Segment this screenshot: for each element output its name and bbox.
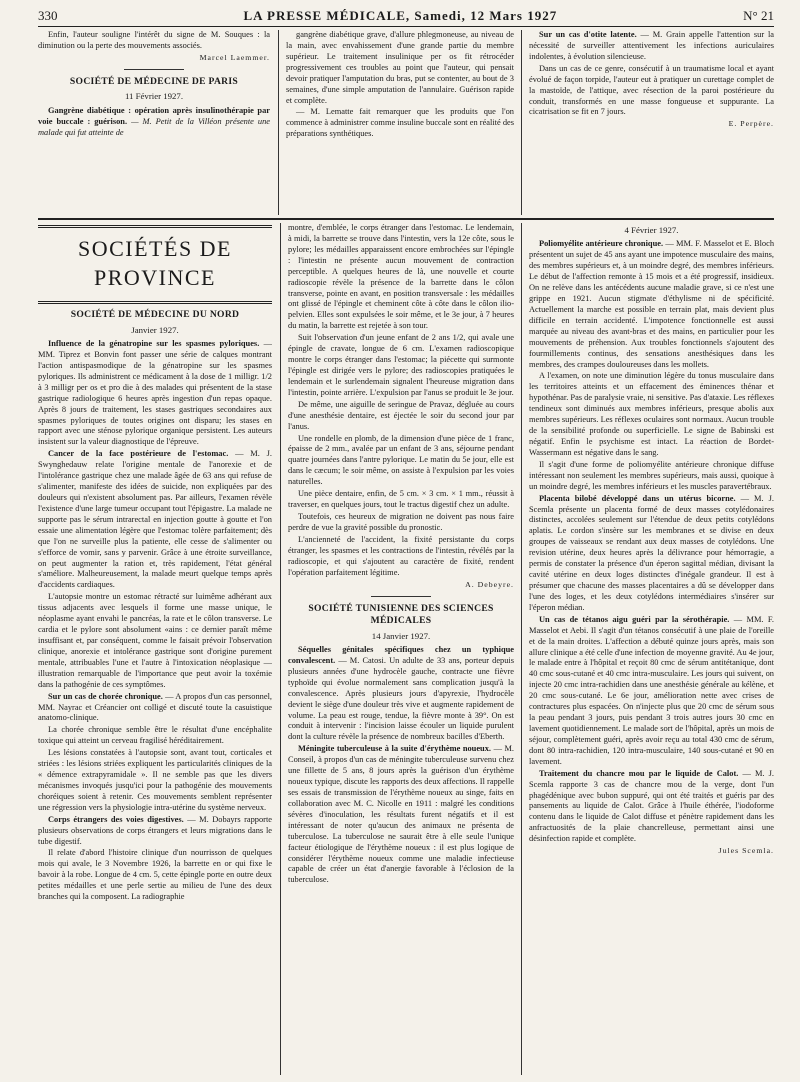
article-body: — M. Dobayrs rapporte plusieurs observations de corps étrangers et leurs migrations dans le tube digestif. [38,814,272,846]
author-signature: Jules Scemla. [718,846,774,856]
section-date: 14 Janvier 1927. [371,630,431,641]
article-body: — M. Conseil, à propos d'un cas de méningite tuberculeuse survenu chez une fillette de 5 ans, 8 jours après la guérison d'un érythème noueux typique, discute les rapports des deux affections. Il rappelle ses essais de transmission de l'érythème noueux au singe, faits en collaboration avec M. C. Nicolle en 1911 : malgré les conditions sévères d'inoculation, les résultats furent négatifs et il est intéressant de noter qu'aucun des animaux ne présenta de tuberculose. La tuberculose ne saurait être à elle seule l'unique facteur étiologique de l'érythème noueux : il est plus logique de considérer l'érythème noueux comme une maladie infectieuse capable de créer un état d'anergie favorable à l'éclosion de la tuberculose. [288,744,514,885]
paragraph: La chorée chronique semble être le résultat d'une encéphalite toxique qui atteint un cerveau fragilisé héréditairement. [38,725,272,746]
paragraph: — M. Lematte fait remarquer que les produits que l'on commence à administrer comme insuline buccale sont en réalité des préparations synthétiques. [286,107,514,139]
article-body: — M. J. Scemla rapporte 3 cas de chancre mou de la verge, dont l'un phagédénique avec bubon suppuré, qui ont été traités et guéris par des pansements au liquide de Calot. Grâce à l'huile éthérée, l'iodoforme contenu dans le liquide de Calot diffuse et pénètre rapidement dans les anfractuosités de la plaie chancrelleuse, permettant ainsi une désinfection rapide et complète. [529,768,774,844]
article-body: — A propos d'un cas personnel, MM. Nayrac et Créancier ont colligé et discuté toute la casuistique anatomo-clinique. [38,691,272,723]
paragraph: L'autopsie montre un estomac rétracté sur luimême adhérant aux tissus adjacents avec lesquels il forme une masse unique, le néoplasme ayant envahi le pancréas, la rate et le côlon transverse. Le cardia et le pylore sont absolument «ains : ce dernier paraît même insuffisant et, par conséquent, comme le faisait prévoir l'observation clinique, anorexie et intolérance gastrique sont d'origine purement mentale, attribuables l'une et l'autre à l'intoxication néoplasique — illustration remarquable de l'importance que peut avoir la toxémie dans la pathogénie de ces symptômes. [38,592,272,689]
paragraph: A l'examen, on note une diminution légère du tonus musculaire dans les territoires atteints et un effacement des éminences thénar et hypothénar. Pas de paralysie vraie, ni sensitive. Pas d'ataxie. Les réflexes tendineux sont diminués aux membres inférieurs, presque abolis aux membres supérieurs. Les réflexes oculaires sont normaux. Aucun trouble de la sensibilité profonde ou superficielle. Le signe de Babinski est négatif. Enfin le psychisme est intact. La réaction de Bordet-Wassermann est négative dans le sang. [529,371,774,457]
article-title: Poliomyélite antérieure chronique. [539,239,664,249]
paragraph: montre, d'emblée, le corps étranger dans l'estomac. Le lendemain, à midi, la barrette se trouve dans l'intestin, vers la 12e côte, sous le pylore; les médailles apparaissent encore embrochées sur l'épingle : l'intestin ne présente aucun mouvement de contraction perceptible. A quelques heures de là, une nouvelle et courte radioscopie révèle la présence de la barrette dans le côlon transverse, pointe en avant, en position transversale : les médailles ont glissé de l'épingle et cheminent côte à côte dans le côlon ilio-pelvien. Elles sont expulsées le soir même, et le 3e jour, à 7 heures du matin, la barrette est rejetée à son tour. [288,223,514,331]
paragraph: Il s'agit d'une forme de poliomyélite antérieure chronique diffuse intéressant non seulement les membres supérieurs, mais aussi, quoique à un moindre degré, les membres inférieurs et les muscles paravertébraux. [529,459,774,491]
paragraph: L'ancienneté de l'accident, la fixité persistante du corps étranger, les spasmes et les contractions de l'intestin, révélés par la radioscopie, et qui s'ajoutent au caractère de fixité, rendent l'opération parfaitement légitime. [288,534,514,577]
article-title: Gangrène diabétique : opération après insulinothérapie par voie buccale : guérison. [38,105,270,126]
band-rule [38,218,774,220]
running-header [38,6,774,24]
divider [371,596,431,597]
article-title: Un cas de tétanos aigu guéri par la sérothérapie. [539,614,730,624]
divider [124,69,184,70]
author-signature: Marcel Laemmer. [199,52,270,62]
article-title: Corps étrangers des voies digestives. [48,814,184,824]
article-title: Séquelles génitales spécifiques chez un typhique convalescent. [288,644,514,665]
paragraph: Une pièce dentaire, enfin, de 5 cm. × 3 cm. × 1 mm., réussit à traverser, en quelques jours, tout le tractus digestif chez un adulte. [288,489,514,510]
paragraph: De même, une aiguille de seringue de Pravaz, dégluée au cours d'une anesthésie dentaire, est éjectée le soir du second jour par l'anus. [288,399,514,431]
article-title: Méningite tuberculeuse à la suite d'érythème noueux. [298,744,492,754]
author-signature: E. Perpère. [728,119,774,129]
paragraph: Les lésions constatées à l'autopsie sont, avant tout, corticales et striées : les lésions striées expliquent les particularités cliniques de la « démence extrapyramidale ». Il ne semble pas que les divers mécanismes invoqués jusqu'ici pour la pathogénie des mouvements choréiques soient à retenir. Ces mouvements semblent représenter une régression vers la physiologie intra-utérine du système nerveux. [38,748,272,812]
province-heading-box [38,225,272,304]
article-title: Influence de la génatropine sur les spasmes pyloriques. [48,339,260,349]
section-title: SOCIÉTÉ TUNISIENNE DES SCIENCES MÉDICALES [308,602,494,627]
paragraph: Dans un cas de ce genre, consécutif à un traumatisme local et ayant évolué de façon torpide, l'auteur eut à pratiquer un curettage complet de la mastoïde, de l'attique, avec résection de la paroi postérieure du conduit, transformés en une masse fongueuse et suppurante. La cicatrisation se fit en 7 jours. [529,63,774,117]
bottom-column-2 [288,223,514,1075]
article-body: — MM. F. Masselot et Aebi. Il s'agit d'un tétanos consécutif à une plaie de l'oreille et de la main droites. L'affection a débuté quinze jours après, mais son allure clinique a été celle d'une infection de moyenne gravité. Au 4e jour, le malade entre à l'hôpital et reçoit 80 cmc de sérum antitétanique, dont 40 cmc sous-cutané et 40 cmc intra-musculaire. Les jours qui suivent, on injecte 20 cmc intra-rachidien dans une anesthésie générale au kélène, et 20 cmc sous-cutané. Le 6e jour, amélioration nette avec crises de contractures plus espacées. On n'injecte plus que 20 cmc de sérum sous la peau pendant 3 jours, puis pendant 3 trois autres jours 30 cmc en lavement quotidiennement. Le malade sort de l'hôpital, après un mois de séjour, complètement guéri, après avoir reçu au total 430 cmc de sérum, dont 80 intra-rachidien, 120 intra-musculaire, 140 sous-cutané et 90 en lavement. [529,614,774,766]
column-rule [521,223,522,1075]
column-rule [278,30,279,215]
article-body: — MM. Tiprez et Bonvin font passer une série de calques montrant l'action antispasmodique de la génatropine sur les spasmes pyloriques. Ils administrent ce médicament à la dose de 1 milligr. 1/2 à 3 milligr per os et pro die à des malades qui présentent de la stase gastrique radiologique 6 heures après ingestion d'un repas opaque. Après 8 jours de traitement, les stases gastriques secondaires aux spasmes pyloriques de toutes origines ont disparu; les stases en rapport avec une sténose pylorique organique persistent. Les auteurs insistent sur la valeur diagnostique de l'épreuve. [38,339,272,447]
column-rule [521,30,522,215]
province-heading: SOCIÉTÉS DE PROVINCE [78,236,232,290]
paragraph: Suit l'observation d'un jeune enfant de 2 ans 1/2, qui avale une épingle de cravate, longue de 6 cm. L'examen radioscopique montre le corps étranger dans l'estomac; la piécette qui surmonte l'épingle est dirigée vers le pylore; des radioscopies pratiquées le lendemain et le surlendemain signalent l'heureuse migration dans l'intestin, pointe arrière. L'expulsion par l'anus se produit le 3e jour. [288,333,514,397]
article-body: — M. J. Scemla présente un placenta formé de deux masses cotylédonaires distinctes, accolées seulement sur l'étendue de deux petits cotylédons aplatis. Le cordon s'insère sur les membranes et se divise en deux groupes de vaisseaux se rendant aux deux masses de cotylédons. Une revision utérine, deux heures après la délivrance pour hémorragie, a permis de constater la présence d'un éperon sagittal médian, divisant la cavité utérine en deux loges distinctes d'inégale grandeur. Il est à présumer que chacune des masses placentaires a dû se développer dans l'une des loges, et les deux cotylédons intermédiaires s'insérer sur l'éperon médian. [529,493,774,612]
paragraph: Toutefois, ces heureux de migration ne doivent pas nous faire perdre de vue la gravité possible du pronostic. [288,511,514,532]
bottom-column-1 [38,223,272,1075]
paragraph: gangrène diabétique grave, d'allure phlegmoneuse, au niveau de la main, avec envahissement d'une grande partie du membre supérieur. Le traitement insulinique per os fit rétrocéder progressivement ces troubles au point que l'auteur, qui pensait devoir pratiquer l'amputation du bras, put se contenter, au bout de 3 semaines, d'une simple amputation de l'annulaire. Guérison rapide et complète. [286,30,514,105]
author-signature: A. Debeyre. [465,579,514,589]
article-body: — M. Petit de la Villéon présente une malade qui fut atteinte de [38,116,270,137]
issue-number: N° 21 [743,8,774,23]
section-date: Janvier 1927. [131,324,179,335]
section-date: 11 Février 1927. [124,91,184,102]
column-rule [280,223,281,1075]
journal-title: LA PRESSE MÉDICALE, Samedi, 12 Mars 1927 [243,8,558,23]
page-number: 330 [38,8,58,23]
paragraph: Une rondelle en plomb, de la dimension d'une pièce de 1 franc, épaisse de 2 mm., avalée par un enfant de 3 ans, séjourne pendant quatre journées dans l'antre pylorique. Le matin du 5e jour, elle est dans le cæcum; le soir même, on assiste à l'expulsion par les voies naturelles. [288,433,514,487]
article-title: Sur un cas de chorée chronique. [48,691,163,701]
paragraph: Enfin, l'auteur souligne l'intérêt du signe de M. Souques : la diminution ou la perte des mouvements associés. [38,30,270,50]
article-title: Cancer de la face postérieure de l'estomac. [48,449,229,459]
top-column-2 [286,30,514,208]
section-date: 4 Février 1927. [624,225,679,235]
article-title: Traitement du chancre mou par le liquide de Calot. [539,768,739,778]
section-title: SOCIÉTÉ DE MÉDECINE DU NORD [70,309,240,321]
section-title: SOCIÉTÉ DE MÉDECINE DE PARIS [69,75,239,87]
article-title: Sur un cas d'otite latente. [539,30,637,39]
article-body: — M. J. Swynghedauw relate l'origine mentale de l'anorexie et de l'intolérance gastrique chez une malade âgée de 63 ans qui refuse de s'alimenter, manifeste des idées de suicide, non expliquées par des douleurs qui n'existent absolument pas. Par ailleurs, l'examen révèle l'existence d'une large tumeur occupant tout l'épigastre. La malade ne supporte pas le sérum intrarectal en injection goutte à goutte et l'on essaie une alimentation légère que l'estomac tolère parfaitement; dès que l'on ne surveille plus la patiente, elle cesse de s'alimenter ou s'efforce de vomir, sans y parvenir. Grâce à une étroite surveillance, on peut augmenter la ration et, très rapidement, l'état général s'améliore. Malheureusement, la malade meurt quelque temps après d'accidents cardiaques. [38,449,272,590]
top-column-1 [38,30,270,208]
header-rule [38,26,774,27]
article-body: — M. Grain appelle l'attention sur la nécessité de surveiller attentivement les infections auriculaires indolentes, à évolution silencieuse. [529,30,774,61]
bottom-column-3 [529,223,774,1075]
article-title: Placenta bilobé développé dans un utérus bicorne. [539,493,736,503]
top-column-3 [529,30,774,208]
paragraph: Il relate d'abord l'histoire clinique d'un nourrisson de quelques mois qui avale, le 3 Novembre 1926, la barrette en or qui fixe le bavoir à la robe. Longue de 4 cm. 5, cette épingle porte en outre deux petites médailles et une perle sertie au milieu de l'une des deux branches qui la composent. La radiographie [38,848,272,902]
article-body: — M. Catosi. Un adulte de 33 ans, porteur depuis plusieurs années d'une hydrocèle gauche, contracte une fièvre typhoïde qui évolue normalement sans complication jusqu'à la convalescence. Après plusieurs jours d'apyrexie, l'hydrocèle devient le siège d'une douleur très vive et augmente rapidement de volume. La peau est rouge, tendue, la fièvre monte à 39°. On est conduit à intervenir : l'incision laisse écouler un liquide purulent dont la culture révèle la présence de nombreux bacilles d'Eberth. [288,655,514,742]
article-body: — MM. F. Masselot et E. Bloch présentent un sujet de 45 ans ayant une impotence musculaire des mains, des membres supérieurs et, à un moindre degré, des membres inférieurs. Le début de l'affection remonte à 15 mois et a été progressif, insidieux. On ne relève dans les antécédents aucune maladie grave, si ce n'est une grippe en 1921. Aucun stigmate d'éthylisme ni de spécificité. Actuellement la marche est possible en terrain plat, mais devient plus difficile en terrain accidenté. L'impotence fonctionnelle est aussi marquée au niveau des avant-bras et des mains, en particulier pour les mouvements de préhension. Aux troubles fonctionnels s'ajoutent des fourmillements continus, des sensations anesthésiques dans les membres, des crampes douloureuses dans les mollets. [529,239,774,369]
